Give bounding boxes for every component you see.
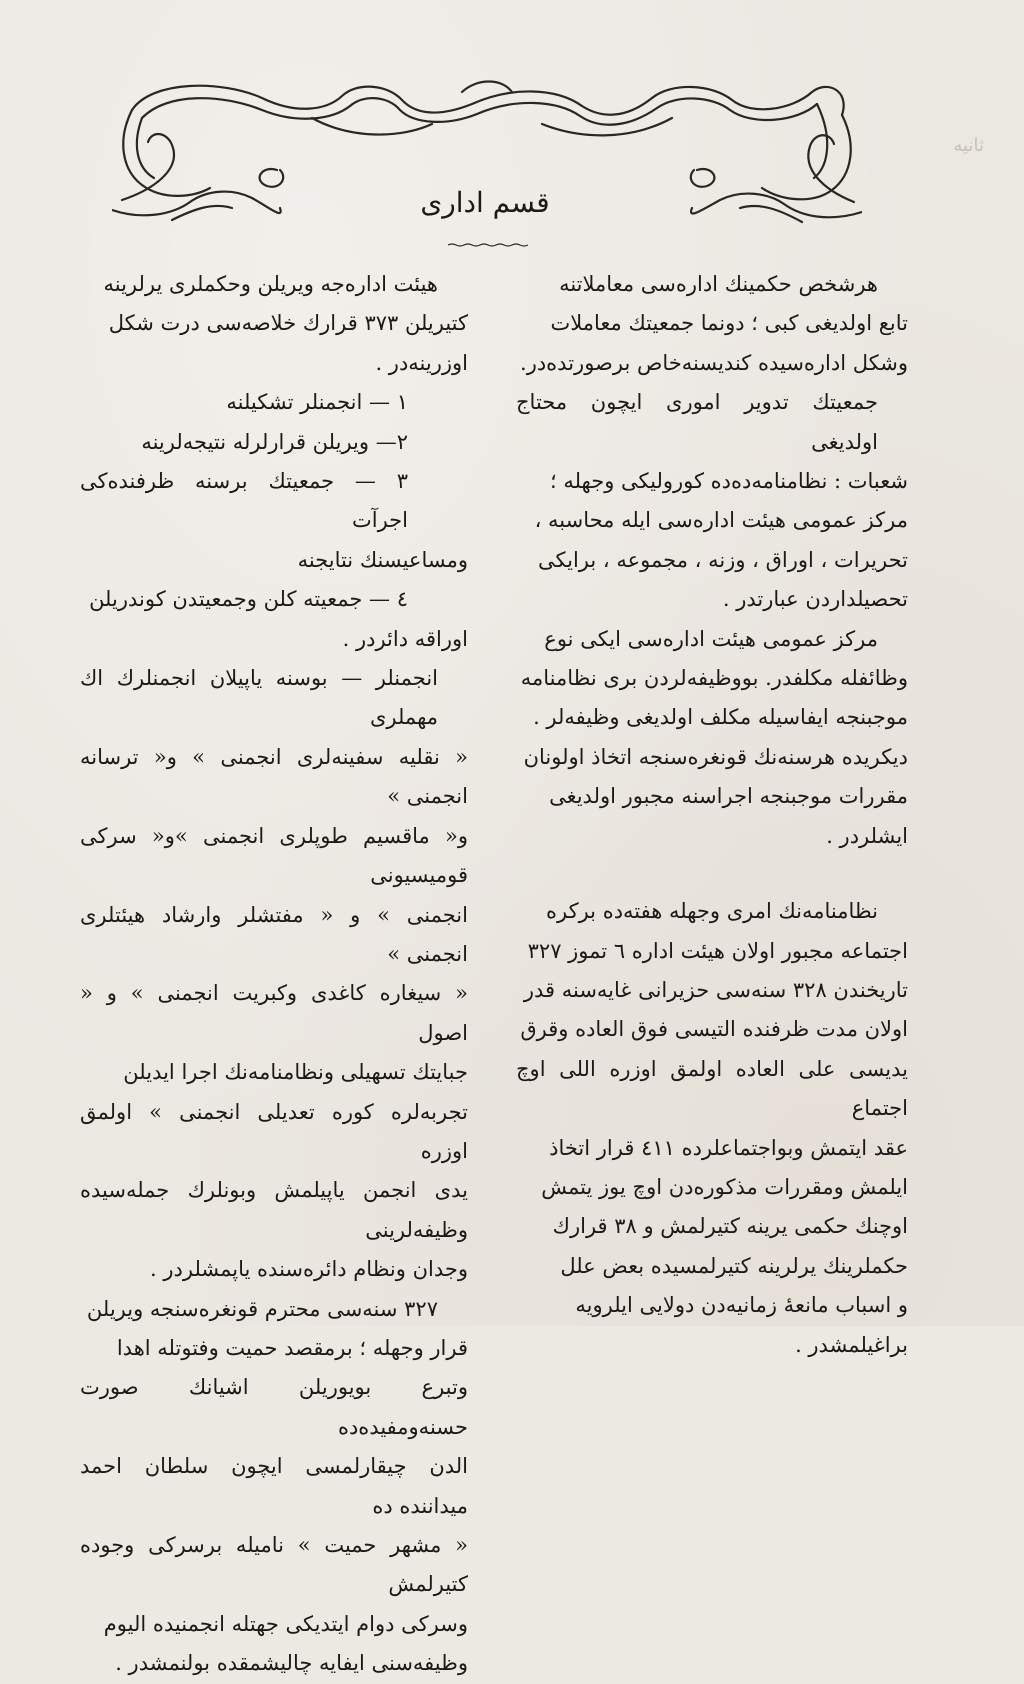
left-paragraph-2 xyxy=(80,659,468,1290)
text-line: انجمنی » و « مفتشلر وارشاد هيئتلری انجمنی » xyxy=(80,902,468,966)
right-paragraph-1 xyxy=(516,265,908,620)
list-item: ١ — انجمنلر تشكيلنه xyxy=(226,390,408,415)
numbered-list xyxy=(80,383,468,659)
text-line: يدی انجمن ياپيلمش وبونلرك جملەسيده وظيفەلرينی xyxy=(80,1178,468,1242)
text-line: « سيغاره كاغدی وكبريت انجمنی » و « اصول xyxy=(80,981,468,1045)
text-line: ديكريده هرسنەنك قونغرەسنجه اتخاذ اولونان xyxy=(523,744,908,769)
text-line: الدن چيقارلمسی ايچون سلطان احمد ميداننده ده xyxy=(80,1454,468,1518)
text-line: اوچنك حكمی يرينه كتيرلمش و ٣٨ قرارك xyxy=(552,1214,908,1239)
left-paragraph-1 xyxy=(80,265,468,383)
text-line: وجدان ونظام دائرەسنده ياپمشلردر . xyxy=(150,1257,468,1282)
text-line: تحريرات ، اوراق ، وزنه ، مجموعه ، برايكی xyxy=(538,547,908,572)
text-line: وظيفەسنی ايفايه چاليشمقده بولنمشدر . xyxy=(115,1651,468,1676)
text-line: تحصيلداردن عبارتدر . xyxy=(722,587,908,612)
text-line: مركز عمومی هيئت ادارەسی ايله محاسبه ، xyxy=(534,508,908,533)
right-paragraph-3 xyxy=(516,892,908,1365)
list-item: ٢— ويريلن قرارلرله نتيجەلرينه xyxy=(141,429,408,454)
text-line: نظامنامەنك امری وجهله هفتەده بركره xyxy=(546,899,878,924)
left-paragraph-3 xyxy=(80,1290,468,1684)
list-item: ٣ — جمعيتك برسنه ظرفندەكی اجرآت xyxy=(80,469,408,533)
text-line: تاريخندن ٣٢٨ سنەسی حزيرانی غايەسنه قدر xyxy=(523,977,908,1002)
text-line: و« ماقسيم طوپلری انجمنی »و« سركی قوميسيونی xyxy=(80,823,468,888)
text-line: و اسباب مانعهٔ زمانيەدن دولايی ايلرويه xyxy=(575,1293,908,1318)
text-line: براغيلمشدر . xyxy=(795,1332,908,1357)
list-item-continuation: اوراقه دائردر . xyxy=(342,626,468,651)
text-line: ٣٢٧ سنەسی محترم قونغرەسنجه ويريلن xyxy=(86,1296,438,1321)
left-column xyxy=(80,265,468,1684)
text-line: ايشلردر . xyxy=(826,823,908,848)
text-line: حكملرينك يرلرينه كتيرلمسیده بعض علل xyxy=(560,1253,908,1278)
text-line: وظائفله مكلفدر. بووظيفەلردن بری نظامنامه xyxy=(520,666,908,691)
text-line: هيئت ادارەجه ويريلن وحكملری يرلرينه xyxy=(103,272,438,296)
text-line: اولان مدت ظرفنده التيسی فوق العاده وقرق xyxy=(520,1017,908,1042)
text-line: هرشخص حكمينك ادارەسی معاملاتنه xyxy=(559,272,878,296)
text-line: موجبنجه ايفاسيله مكلف اولديغی وظيفەلر . xyxy=(533,705,908,730)
text-line: مركز عمومی هيئت ادارەسی ايكی نوع xyxy=(544,626,878,651)
text-line: وتبرع بويوريلن اشيانك صورت حسنەومفيدەده xyxy=(80,1375,468,1439)
text-line: « نقليه سفينەلری انجمنی » و« ترسانه انجمنی » xyxy=(80,744,468,809)
text-line: عقد ايتمش وبواجتماعلرده ٤١١ قرار اتخاذ xyxy=(549,1135,908,1160)
text-line: وشكل ادارەسيده كنديسنەخاص برصورتدەدر. xyxy=(520,350,908,375)
faint-margin-note: ثانیه xyxy=(953,135,984,156)
text-line: تجربەلره كوره تعديلی انجمنی » اولمق اوزره xyxy=(80,1099,468,1163)
text-line: وسركی دوام ايتديكی جهتله انجمنیده اليوم xyxy=(103,1611,468,1636)
heading-rule xyxy=(448,243,530,247)
text-line: مقررات موجبنجه اجراسنه مجبور اولديغی xyxy=(549,784,908,809)
section-heading: قسم اداری xyxy=(420,186,550,219)
list-item: ٤ — جمعيته كلن وجمعيتدن كوندريلن xyxy=(89,587,408,612)
text-line: اجتماعه مجبور اولان هيئت اداره ٦ تموز ٣٢٧ xyxy=(527,938,908,963)
text-line: اوزرينەدر . xyxy=(375,350,468,375)
text-line: انجمنلر — بوسنه ياپيلان انجمنلرك اك مهملری xyxy=(80,666,438,730)
right-column xyxy=(516,265,908,1365)
text-line: جبايتك تسهيلی ونظامنامەنك اجرا ايديلن xyxy=(123,1060,468,1085)
text-line: يديسی علی العاده اولمق اوزره اللی اوچ اجتماع xyxy=(516,1056,908,1121)
text-line: ايلمش ومقررات مذكورەدن اوچ يوز يتمش xyxy=(541,1174,908,1199)
text-line: تابع اولديغی كبی ؛ دونما جمعيتك معاملات xyxy=(550,311,908,336)
text-line: جمعيتك تدوير اموری ايچون محتاج اولديغی xyxy=(516,390,878,454)
text-line: « مشهر حميت » ناميله برسركی وجوده كتيرلمش xyxy=(80,1533,468,1597)
text-line: شعبات : نظامنامەدەده كوروليكی وجهله ؛ xyxy=(549,469,908,494)
text-line: كتيريلن ٣٧٣ قرارك خلاصەسی درت شكل xyxy=(108,311,468,336)
right-paragraph-2 xyxy=(516,620,908,856)
list-item-continuation: ومساعيسنك نتايجنه xyxy=(297,547,468,572)
text-line: قرار وجهله ؛ برمقصد حميت وفتوتله اهدا xyxy=(116,1335,468,1360)
